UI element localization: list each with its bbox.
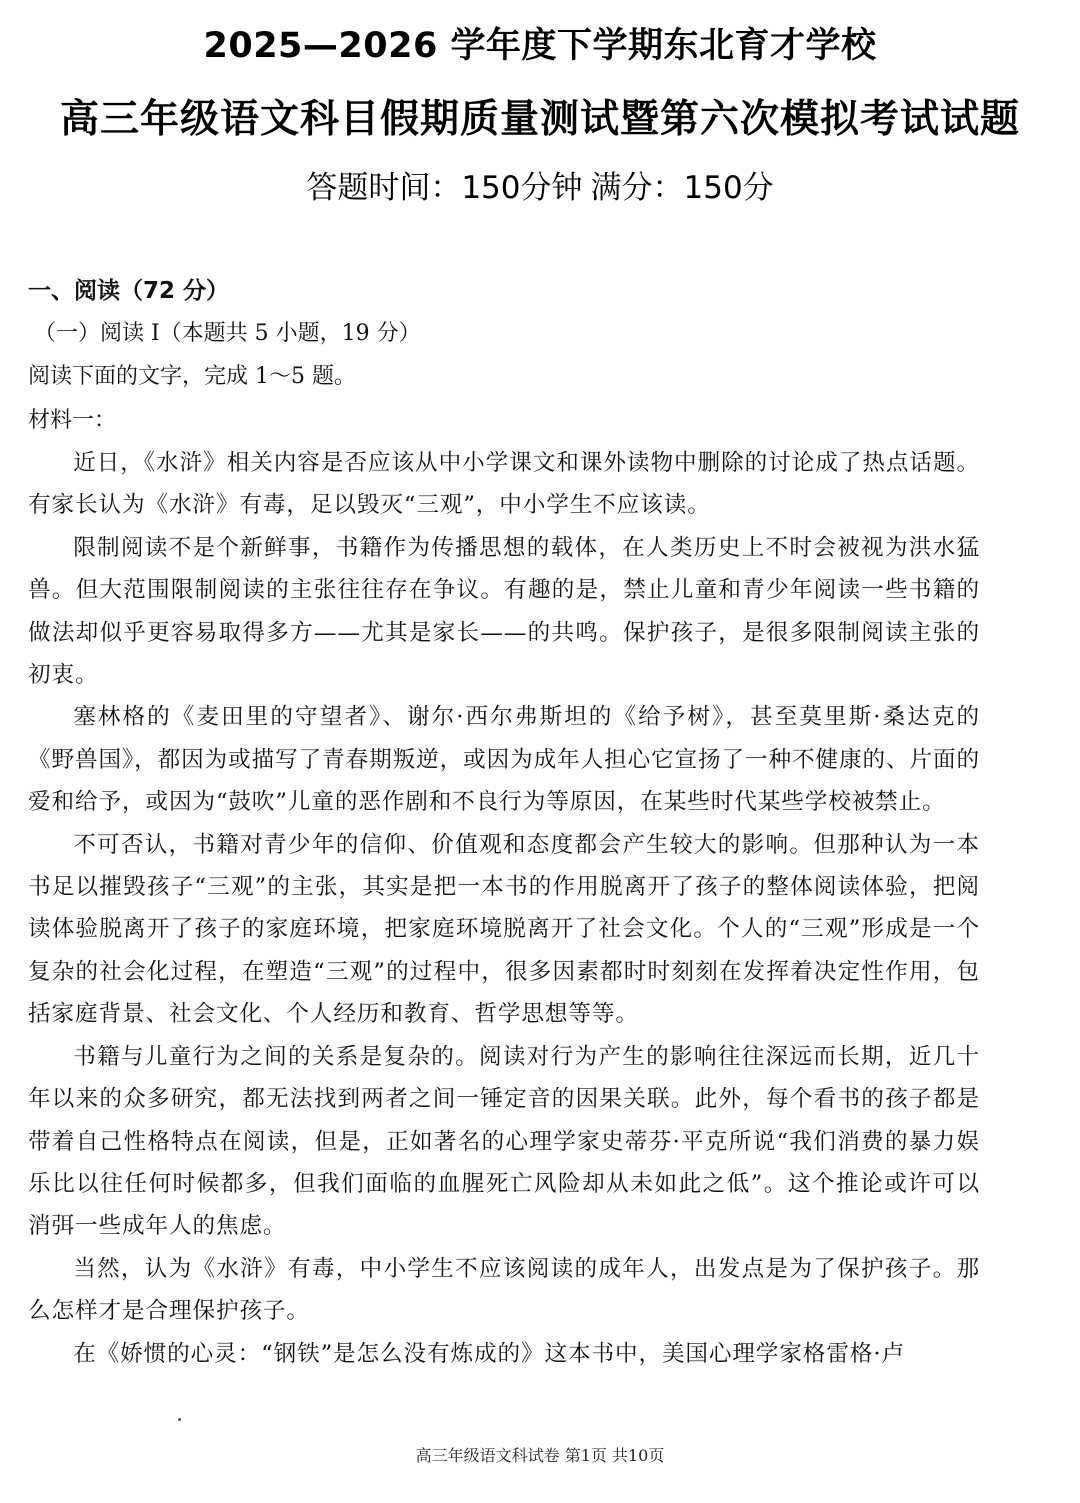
passage-paragraph: 当然，认为《水浒》有毒，中小学生不应该阅读的成年人，出发点是为了保护孩子。那么怎样才是合理保护孩子。 (28, 1255, 980, 1325)
page-footer: 高三年级语文科试卷 第1页 共10页 (415, 1446, 665, 1465)
passage-paragraph: 限制阅读不是个新鲜事，书籍作为传播思想的载体，在人类历史上不时会被视为洪水猛兽。但大范围限制阅读的主张往往存在争议。有趣的是，禁止儿童和青少年阅读一些书籍的做法却似乎更容易取得多方——尤其是家长——的共鸣。保护孩子，是很多限制阅读主张的初衷。 (28, 534, 980, 689)
passage-paragraph: 书籍与儿童行为之间的关系是复杂的。阅读对行为产生的影响往往深远而长期，近几十年以来的众多研究，都无法找到两者之间一锤定音的因果关联。此外，每个看书的孩子都是带着自己性格特点在阅读，但是，正如著名的心理学家史蒂芬·平克所说“我们消费的暴力娱乐比以往任何时候都多，但我们面临的血腥死亡风险却从未如此之低”。这个推论或许可以消弭一些成年人的焦虑。 (28, 1043, 980, 1240)
reading-instruction: 阅读下面的文字，完成 1～5 题。 (28, 364, 356, 389)
exam-title-line2: 高三年级语文科目假期质量测试暨第六次模拟考试试题 (59, 97, 1020, 142)
passage-paragraph: 在《娇惯的心灵：“钢铁”是怎么没有炼成的》这本书中，美国心理学家格雷格·卢 (73, 1340, 905, 1367)
score-label: 满分：150分 (590, 170, 774, 206)
time-label: 答题时间：150分钟 (306, 170, 583, 206)
passage-paragraph: 近日，《水浒》相关内容是否应该从中小学课文和课外读物中删除的讨论成了热点话题。有家长认为《水浒》有毒，足以毁灭“三观”，中小学生不应该读。 (28, 450, 980, 519)
passage-body (28, 442, 980, 1375)
material-label: 材料一： (28, 408, 117, 433)
passage-paragraph: 塞林格的《麦田里的守望者》、谢尔·西尔弗斯坦的《给予树》，甚至莫里斯·桑达克的《野兽国》，都因为或描写了青春期叛逆，或因为成年人担心它宣扬了一种不健康的、片面的爱和给予，或因为“鼓吹”儿童的恶作剧和不良行为等原因，在某些时代某些学校被禁止。 (28, 704, 980, 816)
passage-paragraph: 不可否认，书籍对青少年的信仰、价值观和态度都会产生较大的影响。但那种认为一本书足以摧毁孩子“三观”的主张，其实是把一本书的作用脱离开了孩子的整体阅读体验，把阅读体验脱离开了孩子的家庭环境，把家庭环境脱离开了社会文化。个人的“三观”形成是一个复杂的社会化过程，在塑造“三观”的过程中，很多因素都时时刻刻在发挥着决定性作用，包括家庭背景、社会文化、个人经历和教育、哲学思想等等。 (28, 831, 980, 1028)
exam-title-line1: 2025—2026 学年度下学期东北育才学校 (203, 26, 877, 66)
exam-time-info (0, 162, 1080, 207)
print-speck (178, 1418, 181, 1421)
subsection-heading: （一）阅读 I（本题共 5 小题，19 分） (34, 321, 421, 346)
section-heading: 一、阅读（72 分） (28, 278, 230, 304)
